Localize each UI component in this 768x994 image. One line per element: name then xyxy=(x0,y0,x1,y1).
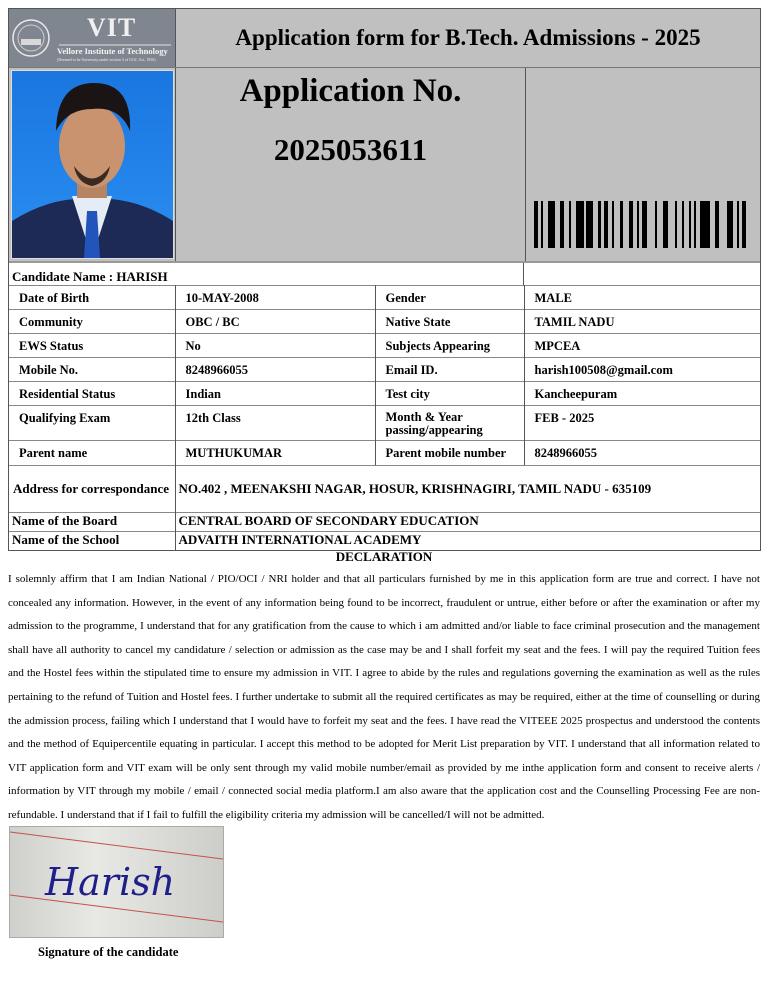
field-label: EWS Status xyxy=(9,334,175,358)
candidate-name: Candidate Name : HARISH xyxy=(9,263,524,285)
declaration-title: DECLARATION xyxy=(335,549,433,564)
field-label: Native State xyxy=(375,310,524,334)
table-row xyxy=(9,406,760,441)
school-row xyxy=(9,531,760,550)
field-label: Gender xyxy=(375,286,524,310)
candidate-details-table xyxy=(9,285,760,465)
application-form xyxy=(8,8,761,551)
table-row xyxy=(9,382,760,406)
person-photo-icon xyxy=(12,71,173,258)
field-value: TAMIL NADU xyxy=(524,310,760,334)
field-label: Qualifying Exam xyxy=(9,406,175,441)
logo-text: VIT xyxy=(87,13,137,42)
field-value: 10-MAY-2008 xyxy=(175,286,375,310)
application-number: 2025053611 xyxy=(273,132,428,167)
field-label: Subjects Appearing xyxy=(375,334,524,358)
field-label: Test city xyxy=(375,382,524,406)
svg-text:Harish: Harish xyxy=(45,860,176,904)
field-value: MUTHUKUMAR xyxy=(175,441,375,465)
board-label: Name of the Board xyxy=(9,512,175,531)
field-value: No xyxy=(175,334,375,358)
table-row xyxy=(9,310,760,334)
field-label: Residential Status xyxy=(9,382,175,406)
field-value: harish100508@gmail.com xyxy=(524,358,760,382)
application-no-label: Application No. xyxy=(239,73,462,109)
school-label: Name of the School xyxy=(9,531,175,550)
field-label: Parent mobile number xyxy=(375,441,524,465)
field-value: OBC / BC xyxy=(175,310,375,334)
board-value: CENTRAL BOARD OF SECONDARY EDUCATION xyxy=(175,512,760,531)
logo-subtitle: Vellore Institute of Technology xyxy=(57,46,168,56)
address-value: NO.402 , MEENAKSHI NAGAR, HOSUR, KRISHNAGIRI, TAMIL NADU - 635109 xyxy=(175,465,760,512)
field-label: Mobile No. xyxy=(9,358,175,382)
table-row xyxy=(9,358,760,382)
field-label: Community xyxy=(9,310,175,334)
address-table xyxy=(9,465,760,550)
school-value: ADVAITH INTERNATIONAL ACADEMY xyxy=(175,531,760,550)
field-label: Date of Birth xyxy=(9,286,175,310)
signature-image xyxy=(9,826,224,938)
signature-label: Signature of the candidate xyxy=(38,945,179,959)
field-value: MALE xyxy=(524,286,760,310)
declaration-text: I solemnly affirm that I am Indian National / PIO/OCI / NRI holder and that all particulars furnished by me in this application form are true and correct. I have not concealed any information. However, in the event of any information being found to be incorrect, fraudulent or untrue, either before or after the examination or after my admission to the programme, I understand that for any gratification from the cause to which i am admitted and/or liable to face criminal prosecution and the management shall have all authority to cancel my candidature / selection or admission as the case may be and I shall forfeit my seat and the fees. I will pay the required Tuition fees and the Hostel fees within the stipulated time to ensure my admission in VIT. I agree to abide by the rules and regulations governing the examination as well as the rules pertaining to the refund of Tuition and Hostel fees. I further undertake to submit all the required certificates as may be required, either at the time of counselling or during the admission process, failing which I understand that I would have to forfeit my seat and the fees. I have read the VITEEE 2025 prospectus and understood the contents and the method of Equipercentile equating in particular. I accept this method to be adopted for Merit List preparation by VIT. I understand that all information related to VIT application form and VIT exam will be only sent through my valid mobile number/email as provided by me inthe application form and consent to receive alerts / information by VIT through my mobile / email / connected social media platform.I am also aware that the application cost and the Counselling Processing Fee are non-refundable. I understand that if I fail to fulfill the eligibility criteria my admission will be cancelled/I will not be admitted. xyxy=(8,573,760,821)
form-title: Application form for B.Tech. Admissions - 2025 xyxy=(176,9,760,67)
table-row xyxy=(9,334,760,358)
handwritten-signature-icon xyxy=(10,827,223,937)
field-value: FEB - 2025 xyxy=(524,406,760,441)
field-label: Month & Year passing/appearing xyxy=(375,406,524,441)
logo-note: (Deemed to be University under section 3 of UGC Act, 1956) xyxy=(57,57,156,62)
candidate-photo xyxy=(11,70,174,259)
field-value: MPCEA xyxy=(524,334,760,358)
barcode-icon xyxy=(532,201,764,248)
field-value: 8248966055 xyxy=(524,441,760,465)
field-value: 8248966055 xyxy=(175,358,375,382)
address-label: Address for correspondance xyxy=(9,465,175,512)
table-row xyxy=(9,286,760,310)
field-value: Indian xyxy=(175,382,375,406)
field-label: Email ID. xyxy=(375,358,524,382)
board-row xyxy=(9,512,760,531)
field-label: Parent name xyxy=(9,441,175,465)
vit-logo xyxy=(9,9,176,67)
table-row xyxy=(9,441,760,465)
address-row xyxy=(9,465,760,512)
field-value: Kancheepuram xyxy=(524,382,760,406)
field-value: 12th Class xyxy=(175,406,375,441)
